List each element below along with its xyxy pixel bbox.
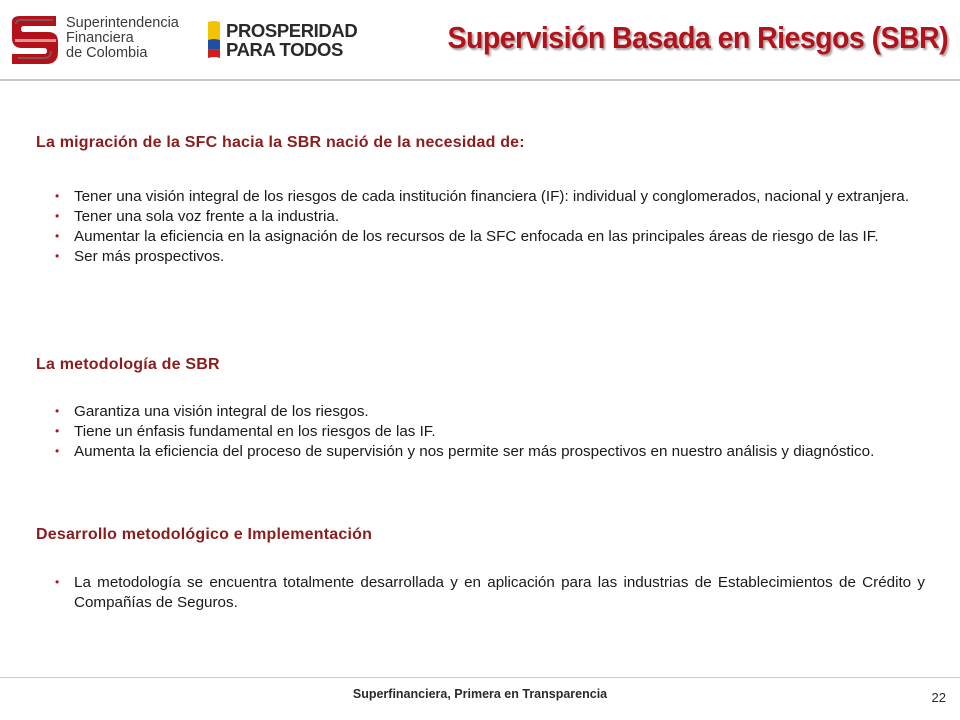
slide-header	[0, 0, 960, 80]
footer-divider	[0, 677, 960, 678]
sfc-wordmark-line: Financiera	[66, 30, 134, 46]
bullet-icon: •	[55, 404, 60, 418]
header-divider	[0, 79, 960, 81]
bullet-icon: •	[55, 189, 60, 203]
sfc-wordmark-line: Superintendencia	[66, 15, 179, 31]
section-title: Desarrollo metodológico e Implementación	[36, 526, 373, 543]
bullet-icon: •	[55, 575, 60, 589]
list-item	[55, 227, 925, 247]
footer-tagline: Superfinanciera, Primera en Transparencia	[352, 687, 608, 701]
page-number: 22	[931, 690, 946, 705]
list-item-text: Tiene un énfasis fundamental en los riesgos de las IF.	[74, 423, 436, 440]
list-item	[55, 187, 925, 207]
bullet-icon: •	[55, 444, 60, 458]
sfc-logo	[6, 12, 179, 68]
list-item	[55, 247, 925, 267]
section-title: La migración de la SFC hacia la SBR nació de la necesidad de:	[36, 134, 525, 151]
bullet-icon: •	[55, 424, 60, 438]
bullet-icon: •	[55, 229, 60, 243]
bullet-list	[55, 187, 925, 267]
list-item	[55, 402, 925, 422]
prosperidad-line: PROSPERIDAD	[226, 20, 358, 41]
bullet-list	[55, 402, 925, 462]
list-item	[55, 207, 925, 227]
sfc-wordmark-line: de Colombia	[66, 45, 148, 61]
list-item-text: Aumenta la eficiencia del proceso de supervisión y nos permite ser más prospectivos en nuestro análisis y diagnóstico.	[74, 443, 875, 460]
list-item-text: Ser más prospectivos.	[74, 248, 225, 265]
list-item-text: Garantiza una visión integral de los riesgos.	[74, 403, 369, 420]
list-item-text: Aumentar la eficiencia en la asignación de los recursos de la SFC enfocada en las principales áreas de riesgo de las IF.	[74, 228, 879, 245]
prosperidad-line: PARA TODOS	[226, 39, 343, 60]
colombia-flag-icon	[206, 20, 222, 60]
list-item	[55, 422, 925, 442]
list-item	[55, 573, 925, 613]
slide-title: Supervisión Basada en Riesgos (SBR)	[447, 20, 948, 55]
prosperidad-wordmark	[226, 21, 357, 59]
bullet-list	[55, 573, 925, 613]
list-item-text: Tener una visión integral de los riesgos de cada institución financiera (IF): individual y conglomerados, nacional y extranjera.	[74, 188, 909, 205]
list-item	[55, 442, 925, 462]
sfc-emblem-icon	[6, 12, 62, 68]
list-item-text: La metodología se encuentra totalmente desarrollada y en aplicación para las industrias de Establecimientos de Crédito y Compañías de Seguros.	[74, 574, 925, 611]
list-item-text: Tener una sola voz frente a la industria.	[74, 208, 340, 225]
section-title: La metodología de SBR	[36, 356, 220, 373]
bullet-icon: •	[55, 249, 60, 263]
bullet-icon: •	[55, 209, 60, 223]
prosperidad-logo	[206, 20, 358, 60]
sfc-wordmark	[66, 16, 181, 61]
